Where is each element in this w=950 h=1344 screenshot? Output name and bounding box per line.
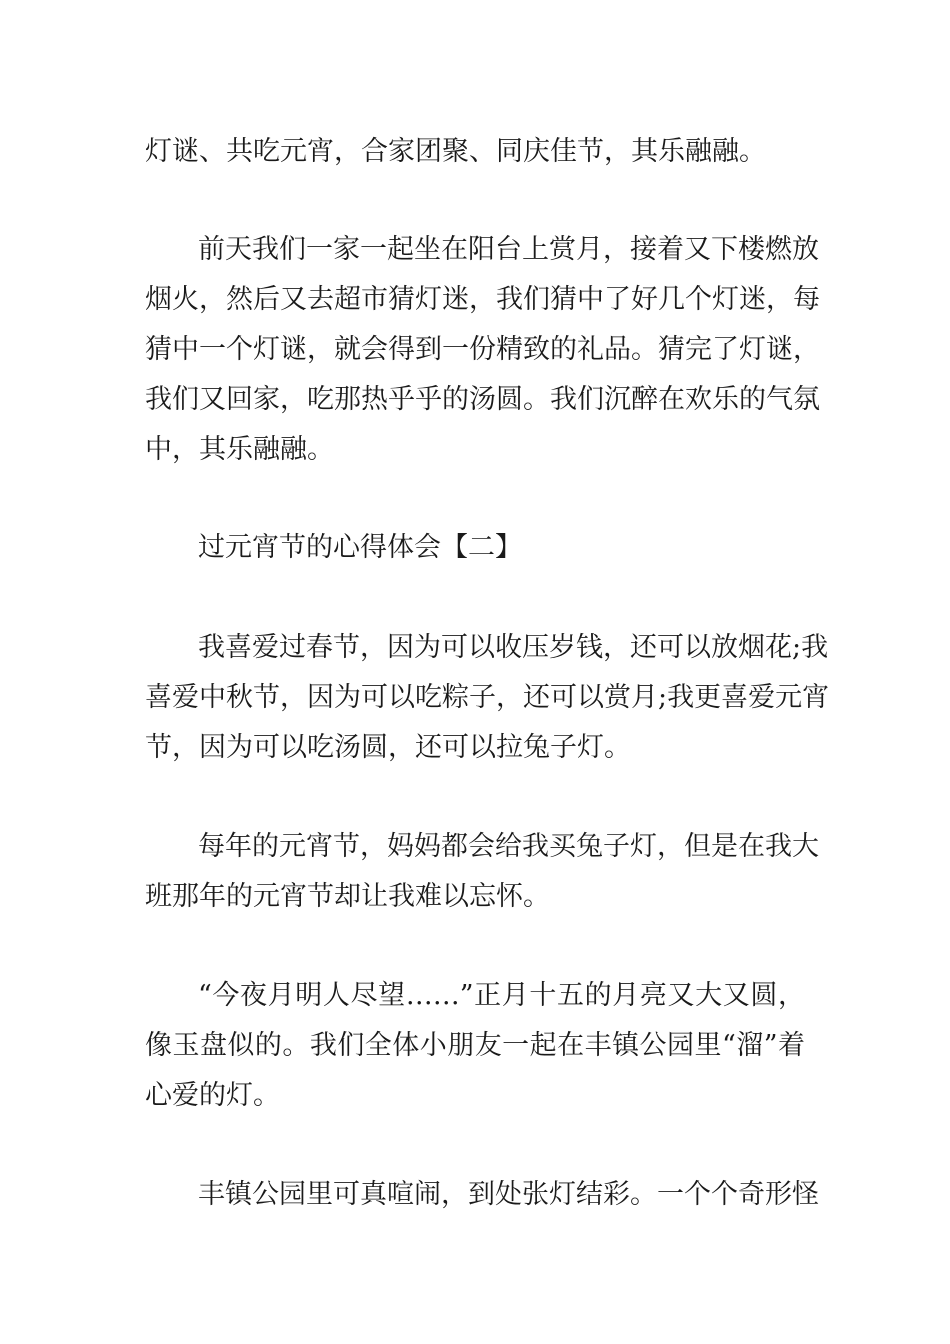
paragraph-line: 灯谜、共吃元宵，合家团聚、同庆佳节，其乐融融。	[145, 136, 766, 167]
paragraph-line: 心爱的灯。	[145, 1080, 280, 1111]
paragraph-line: 中，其乐融融。	[145, 434, 334, 465]
paragraph-line: 猜中一个灯谜，就会得到一份精致的礼品。猜完了灯谜，	[145, 334, 820, 365]
section-heading: 过元宵节的心得体会【二】	[198, 532, 522, 563]
paragraph-line: 节，因为可以吃汤圆，还可以拉兔子灯。	[145, 732, 631, 763]
paragraph-line: 前天我们一家一起坐在阳台上赏月，接着又下楼燃放	[198, 234, 819, 265]
paragraph-line: 像玉盘似的。我们全体小朋友一起在丰镇公园里“溜”着	[145, 1030, 805, 1061]
paragraph-line: 丰镇公园里可真喧闹，到处张灯结彩。一个个奇形怪	[198, 1179, 819, 1210]
paragraph-line: 我们又回家，吃那热乎乎的汤圆。我们沉醉在欢乐的气氛	[145, 384, 820, 415]
paragraph-line: 班那年的元宵节却让我难以忘怀。	[145, 881, 550, 912]
paragraph-line: 烟火，然后又去超市猜灯迷，我们猜中了好几个灯迷，每	[145, 284, 820, 315]
paragraph-line: 我喜爱过春节，因为可以收压岁钱，还可以放烟花;我	[198, 632, 829, 663]
paragraph-line: 喜爱中秋节，因为可以吃粽子，还可以赏月;我更喜爱元宵	[145, 682, 830, 713]
paragraph-line: “今夜月明人尽望……”正月十五的月亮又大又圆，	[198, 980, 805, 1011]
paragraph-line: 每年的元宵节，妈妈都会给我买兔子灯，但是在我大	[198, 831, 819, 862]
